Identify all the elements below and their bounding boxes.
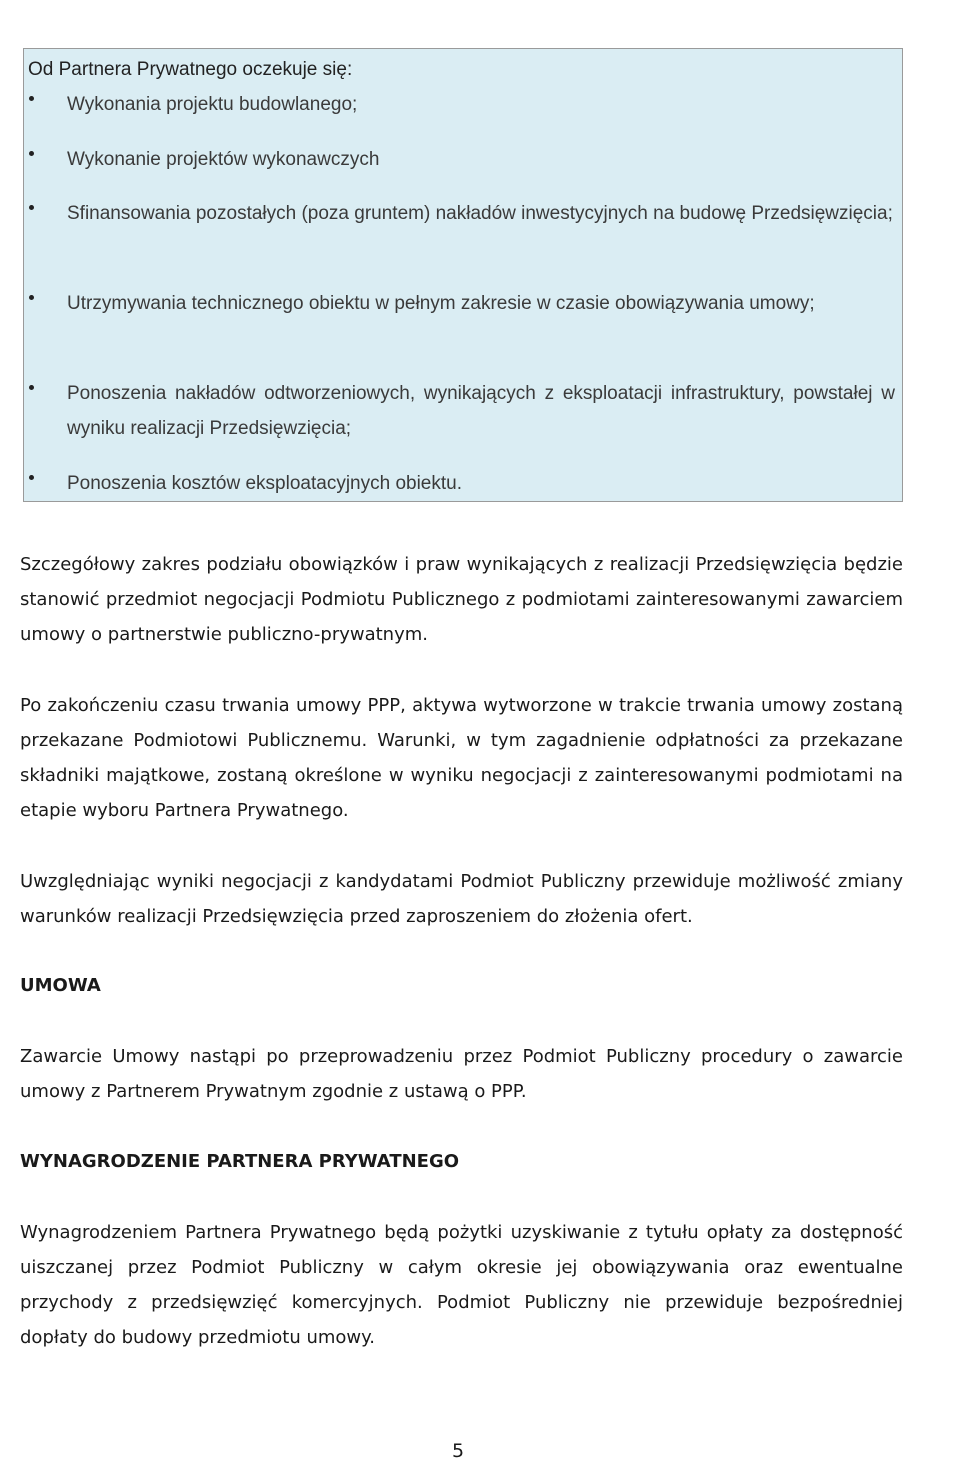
list-item-text: Sfinansowania pozostałych (poza gruntem) nakładów inwestycyjnych na budowę Przedsięwzięcia; xyxy=(67,203,893,224)
paragraph-asset-transfer: Po zakończeniu czasu trwania umowy PPP, aktywa wytworzone w trakcie trwania umowy zostaną przekazane Podmiotowi Publicznemu. Warunki, w tym zagadnienie odpłatności za przekazane składniki majątkowe, zostaną określone w wyniku negocjacji z zainteresowanymi podmiotami na etapie wyboru Partnera Prywatnego. xyxy=(20,695,903,821)
list-item-text: Wykonania projektu budowlanego; xyxy=(67,94,358,115)
paragraph-remuneration: Wynagrodzeniem Partnera Prywatnego będą pożytki uzyskiwanie z tytułu opłaty za dostępność uiszczanej przez Podmiot Publiczny w całym okresie jej obowiązywania oraz ewentualne przychody z przedsięwzięć komercyjnych. Podmiot Publiczny nie przewiduje bezpośredniej dopłaty do budowy przedmiotu umowy. xyxy=(20,1222,903,1348)
heading-wynagrodzenie: WYNAGRODZENIE PARTNERA PRYWATNEGO xyxy=(20,1151,460,1172)
page-number: 5 xyxy=(452,1440,465,1462)
bullet-dot-icon xyxy=(29,475,34,480)
paragraph-negotiation-changes: Uwzględniając wyniki negocjacji z kandydatami Podmiot Publiczny przewiduje możliwość zmiany warunków realizacji Przedsięwzięcia przed zaproszeniem do złożenia ofert. xyxy=(20,871,903,927)
list-item-text: Wykonanie projektów wykonawczych xyxy=(67,149,380,170)
requirements-box xyxy=(23,48,903,502)
paragraph-contract-conclusion: Zawarcie Umowy nastąpi po przeprowadzeniu przez Podmiot Publiczny procedury o zawarcie umowy z Partnerem Prywatnym zgodnie z ustawą o PPP. xyxy=(20,1046,903,1102)
bullet-dot-icon xyxy=(29,295,34,300)
list-item-text: Ponoszenia kosztów eksploatacyjnych obiektu. xyxy=(67,473,463,494)
requirements-intro: Od Partnera Prywatnego oczekuje się: xyxy=(28,59,353,80)
heading-umowa: UMOWA xyxy=(20,975,101,996)
bullet-dot-icon xyxy=(29,385,34,390)
paragraph-obligations: Szczegółowy zakres podziału obowiązków i praw wynikających z realizacji Przedsięwzięcia będzie stanowić przedmiot negocjacji Podmiotu Publicznego z podmiotami zainteresowanymi zawarciem umowy o partnerstwie publiczno-prywatnym. xyxy=(20,554,903,645)
list-item-text: Utrzymywania technicznego obiektu w pełnym zakresie w czasie obowiązywania umowy; xyxy=(67,293,815,314)
bullet-dot-icon xyxy=(29,151,34,156)
bullet-dot-icon xyxy=(29,96,34,101)
bullet-dot-icon xyxy=(29,205,34,210)
list-item-text: Ponoszenia nakładów odtworzeniowych, wynikających z eksploatacji infrastruktury, powstałej w wyniku realizacji Przedsięwzięcia; xyxy=(67,383,895,439)
